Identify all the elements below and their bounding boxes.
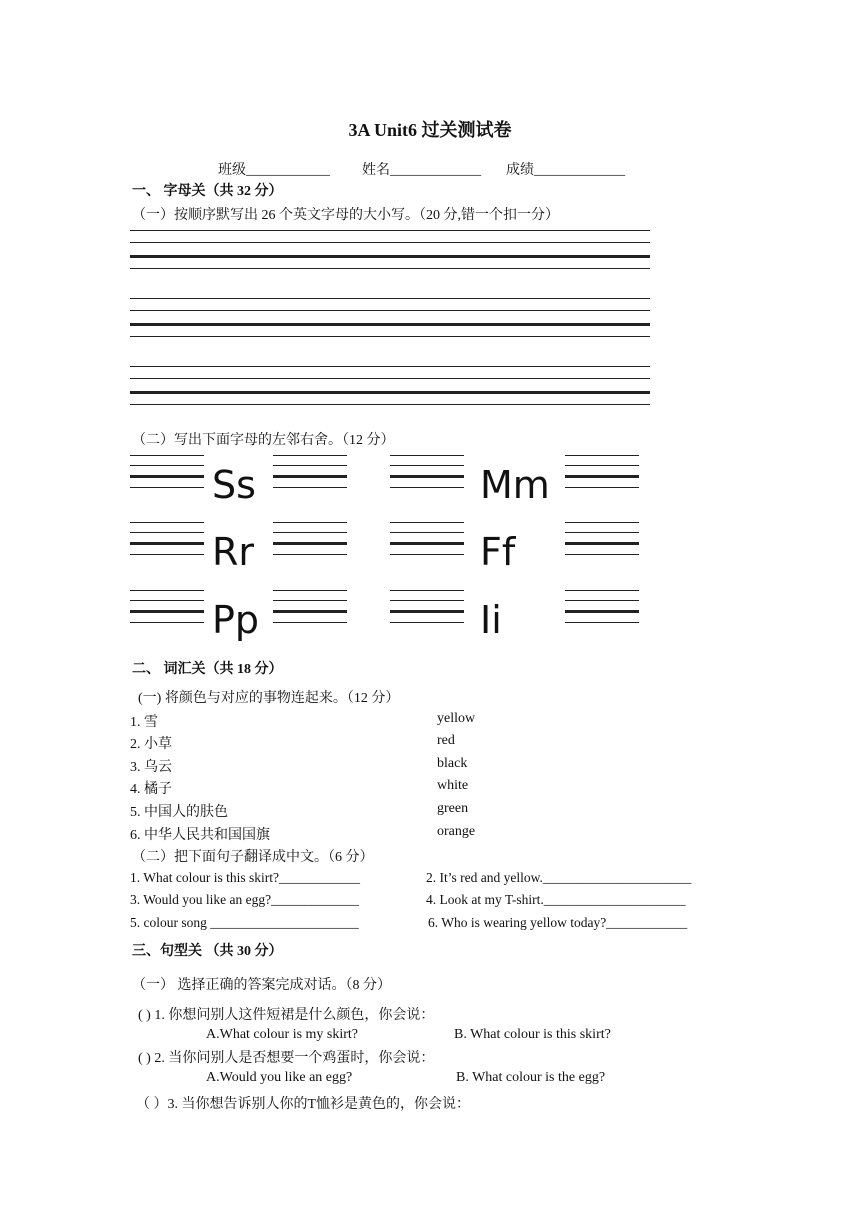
writing-lines-3 — [130, 366, 650, 416]
neighbor-blank-lines — [390, 590, 464, 624]
page-title: 3A Unit6 过关测试卷 — [348, 120, 512, 140]
neighbor-blank-lines — [130, 455, 204, 489]
match-right-2: red — [437, 733, 455, 748]
match-left-5: 5. 中国人的肤色 — [130, 805, 228, 820]
name-field: 姓名_____________ — [362, 163, 481, 178]
neighbor-blank-lines — [565, 455, 639, 489]
part1-sub2: （二）写出下面字母的左邻右舍。（12 分） — [132, 433, 395, 448]
part2-sub2: （二）把下面句子翻译成中文。（6 分） — [132, 850, 374, 865]
writing-lines-1 — [130, 230, 650, 280]
match-left-6: 6. 中华人民共和国国旗 — [130, 828, 270, 843]
neighbor-blank-lines — [130, 590, 204, 624]
question-1-option-a: A.What colour is my skirt? — [206, 1027, 359, 1042]
match-left-3: 3. 乌云 — [130, 760, 172, 775]
match-right-5: green — [437, 801, 469, 816]
trans-item-1: 1. What colour is this skirt?____________ — [130, 870, 360, 885]
trans-item-2: 2. It’s red and yellow.______________________ — [426, 870, 692, 885]
question-1: ( ) 1. 你想问别人这件短裙是什么颜色，你会说： — [138, 1008, 435, 1023]
class-field: 班级____________ — [218, 163, 330, 178]
score-field: 成绩_____________ — [506, 163, 625, 178]
letter-ss: Ss — [212, 463, 256, 507]
match-right-6: orange — [437, 824, 476, 839]
match-left-1: 1. 雪 — [130, 715, 158, 730]
trans-item-4: 4. Look at my T-shirt._____________________ — [426, 892, 686, 907]
trans-item-6: 6. Who is wearing yellow today?____________ — [428, 915, 688, 930]
letter-pp: Pp — [212, 598, 260, 642]
trans-item-3: 3. Would you like an egg?_____________ — [130, 892, 359, 907]
letter-ff: Ff — [480, 530, 516, 574]
part2-sub1: (一) 将颜色与对应的事物连起来。（12 分） — [138, 691, 400, 706]
letter-ii: Ii — [480, 598, 502, 642]
match-left-4: 4. 橘子 — [130, 782, 172, 797]
part1-heading: 一、 字母关（共 32 分） — [132, 184, 283, 199]
neighbor-blank-lines — [390, 455, 464, 489]
part3-sub1: （一） 选择正确的答案完成对话。（8 分） — [132, 978, 391, 993]
letter-mm: Mm — [480, 463, 550, 507]
neighbor-blank-lines — [273, 522, 347, 556]
trans-item-5: 5. colour song ______________________ — [130, 915, 359, 930]
neighbor-blank-lines — [130, 522, 204, 556]
question-2: ( ) 2. 当你问别人是否想要一个鸡蛋时，你会说： — [138, 1051, 435, 1066]
neighbor-blank-lines — [390, 522, 464, 556]
neighbor-blank-lines — [273, 590, 347, 624]
part1-sub1: （一）按顺序默写出 26 个英文字母的大小写。（20 分,错一个扣一分） — [132, 208, 559, 223]
writing-lines-2 — [130, 298, 650, 348]
match-right-1: yellow — [437, 711, 476, 726]
match-left-2: 2. 小草 — [130, 737, 172, 752]
neighbor-blank-lines — [565, 590, 639, 624]
letter-rr: Rr — [212, 530, 255, 574]
question-2-option-b: B. What colour is the egg? — [456, 1070, 606, 1085]
part2-heading: 二、 词汇关（共 18 分） — [132, 662, 283, 677]
question-3: （ ）3. 当你想告诉别人你的T恤衫是黄色的，你会说： — [136, 1097, 471, 1112]
neighbor-blank-lines — [273, 455, 347, 489]
neighbor-blank-lines — [565, 522, 639, 556]
question-1-option-b: B. What colour is this skirt? — [454, 1027, 611, 1042]
match-right-4: white — [437, 778, 469, 793]
match-right-3: black — [437, 756, 468, 771]
question-2-option-a: A.Would you like an egg? — [206, 1070, 353, 1085]
part3-heading: 三、句型关 （共 30 分） — [132, 944, 283, 959]
